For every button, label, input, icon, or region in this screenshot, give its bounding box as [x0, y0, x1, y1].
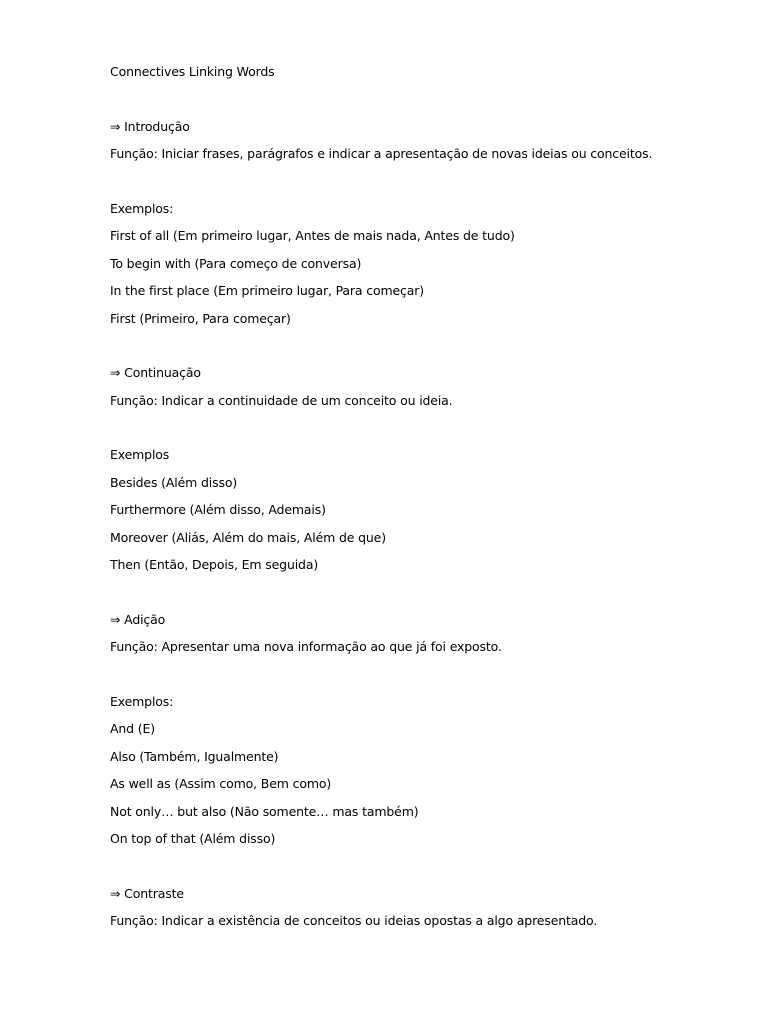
examples-label: Exemplos: — [110, 200, 174, 216]
section-heading-contraste: ⇒ Contraste — [110, 885, 184, 901]
examples-label: Exemplos: — [110, 693, 174, 709]
example-item: In the first place (Em primeiro lugar, Para começar) — [110, 283, 424, 299]
section-heading-introducao: ⇒ Introdução — [110, 118, 190, 134]
example-item: Furthermore (Além disso, Ademais) — [110, 502, 326, 518]
section-function-continuacao: Função: Indicar a continuidade de um conceito ou ideia. — [110, 392, 453, 408]
example-item: Not only… but also (Não somente… mas também) — [110, 803, 419, 819]
spacer — [110, 85, 730, 112]
example-item: Besides (Além disso) — [110, 474, 238, 490]
example-item: To begin with (Para começo de conversa) — [110, 255, 362, 271]
section-function-adicao: Função: Apresentar uma nova informação ao que já foi exposto. — [110, 639, 502, 655]
example-item: First (Primeiro, Para começar) — [110, 310, 291, 326]
example-item: Then (Então, Depois, Em seguida) — [110, 557, 319, 573]
examples-label: Exemplos — [110, 447, 170, 463]
spacer — [110, 578, 730, 605]
example-item: Also (Também, Igualmente) — [110, 748, 279, 764]
example-item: On top of that (Além disso) — [110, 830, 276, 846]
spacer — [110, 332, 730, 359]
spacer — [110, 168, 730, 195]
example-item: And (E) — [110, 721, 155, 737]
document-title: Connectives Linking Words — [110, 64, 275, 79]
section-heading-continuacao: ⇒ Continuação — [110, 365, 201, 381]
example-item: Moreover (Aliás, Além do mais, Além de que) — [110, 529, 386, 545]
section-heading-adicao: ⇒ Adição — [110, 611, 166, 627]
spacer — [110, 661, 730, 688]
spacer — [110, 852, 730, 879]
spacer — [110, 414, 730, 441]
example-item: As well as (Assim como, Bem como) — [110, 776, 332, 792]
section-function-contraste: Função: Indicar a existência de conceitos ou ideias opostas a algo apresentado. — [110, 913, 598, 929]
example-item: First of all (Em primeiro lugar, Antes de mais nada, Antes de tudo) — [110, 228, 515, 244]
document-page — [110, 58, 730, 935]
section-function-introducao: Função: Iniciar frases, parágrafos e indicar a apresentação de novas ideias ou conceitos. — [110, 146, 653, 162]
